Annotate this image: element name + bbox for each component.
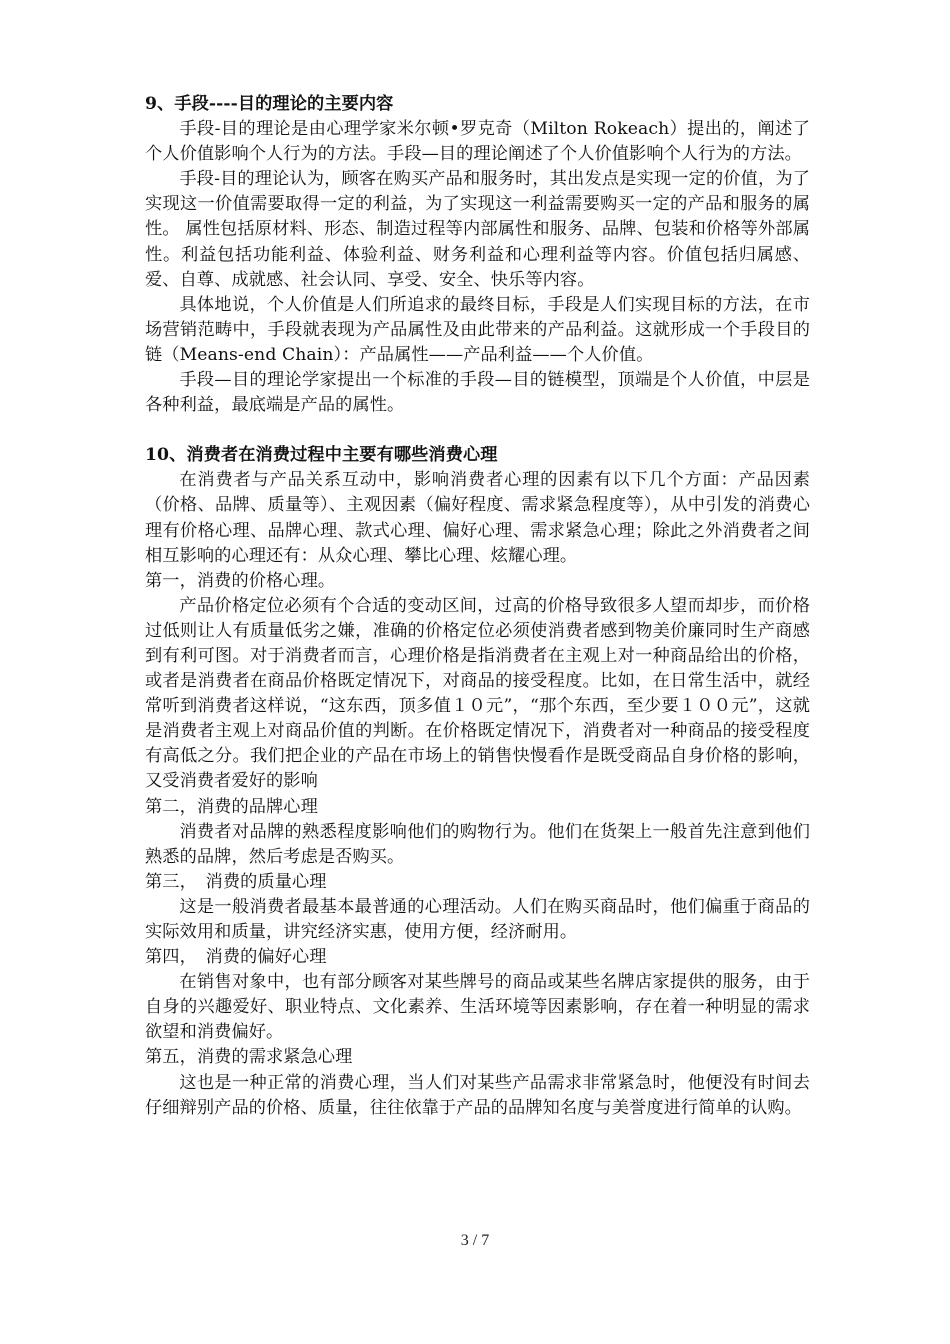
section-9 bbox=[145, 92, 810, 418]
document-page bbox=[145, 92, 810, 1121]
paragraph: 产品价格定位必须有个合适的变动区间，过高的价格导致很多人望而却步，而价格过低则让人有质量低劣之嫌，准确的价格定位必须使消费者感到物美价廉同时生产商感到有利可图。对于消费者而言，心理价格是指消费者在主观上对一种商品给出的价格，或者是消费者在商品价格既定情况下，对商品的接受程度。比如，在日常生活中，就经常听到消费者这样说，“这东西，顶多值１０元”，“那个东西，至少要１００元”，这就是消费者主观上对商品价值的判断。在价格既定情况下，消费者对一种商品的接受程度有高低之分。我们把企业的产品在市场上的销售快慢看作是既受商品自身价格的影响，又受消费者爱好的影响 bbox=[145, 595, 810, 792]
subsection-heading: 第三， 消费的质量心理 bbox=[145, 871, 327, 892]
paragraph: 在消费者与产品关系互动中，影响消费者心理的因素有以下几个方面：产品因素（价格、品牌、质量等）、主观因素（偏好程度、需求紧急程度等），从中引发的消费心理有价格心理、品牌心理、款式心理、偏好心理、需求紧急心理；除此之外消费者之间相互影响的心理还有：从众心理、攀比心理、炫耀心理。 bbox=[145, 470, 810, 566]
section-spacer bbox=[145, 418, 810, 443]
page-number: 3 / 7 bbox=[460, 1232, 490, 1249]
subsection-heading: 第五，消费的需求紧急心理 bbox=[145, 1047, 353, 1068]
paragraph: 消费者对品牌的熟悉程度影响他们的购物行为。他们在货架上一般首先注意到他们熟悉的品牌，然后考虑是否购买。 bbox=[145, 821, 810, 867]
section-title: 10、消费者在消费过程中主要有哪些消费心理 bbox=[145, 445, 498, 466]
subsection-heading: 第二，消费的品牌心理 bbox=[145, 796, 318, 817]
paragraph: 这是一般消费者最基本最普通的心理活动。人们在购买商品时，他们偏重于商品的实际效用和质量，讲究经济实惠，使用方便，经济耐用。 bbox=[145, 896, 810, 942]
paragraph: 具体地说，个人价值是人们所追求的最终目标，手段是人们实现目标的方法，在市场营销范畴中，手段就表现为产品属性及由此带来的产品利益。这就形成一个手段目的链（Means-end Chain）：产品属性——产品利益——个人价值。 bbox=[145, 294, 810, 365]
paragraph: 手段-目的理论认为，顾客在购买产品和服务时，其出发点是实现一定的价值，为了实现这一价值需要取得一定的利益，为了实现这一利益需要购买一定的产品和服务的属性。 属性包括原材料、形态、制造过程等内部属性和服务、品牌、包装和价格等外部属性。利益包括功能利益、体验利益、财务利益和心理利益等内容。价值包括归属感、爱、自尊、成就感、社会认同、享受、安全、快乐等内容。 bbox=[145, 169, 810, 290]
paragraph: 这也是一种正常的消费心理，当人们对某些产品需求非常紧急时，他便没有时间去仔细辩别产品的价格、质量，往往依靠于产品的品牌知名度与美誉度进行简单的认购。 bbox=[145, 1072, 810, 1118]
subsection-heading: 第四， 消费的偏好心理 bbox=[145, 947, 327, 968]
paragraph: 在销售对象中，也有部分顾客对某些牌号的商品或某些名牌店家提供的服务，由于自身的兴趣爱好、职业特点、文化素养、生活环境等因素影响，存在着一种明显的需求欲望和消费偏好。 bbox=[145, 972, 810, 1043]
paragraph: 手段—目的理论学家提出一个标准的手段—目的链模型，顶端是个人价值，中层是各种利益，最底端是产品的属性。 bbox=[145, 370, 810, 416]
paragraph: 手段-目的理论是由心理学家米尔顿•罗克奇（Milton Rokeach）提出的，阐述了个人价值影响个人行为的方法。手段—目的理论阐述了个人价值影响个人行为的方法。 bbox=[145, 119, 810, 165]
section-10 bbox=[145, 443, 810, 1121]
section-title: 9、手段----目的理论的主要内容 bbox=[145, 94, 394, 114]
subsection-heading: 第一，消费的价格心理。 bbox=[145, 570, 336, 591]
